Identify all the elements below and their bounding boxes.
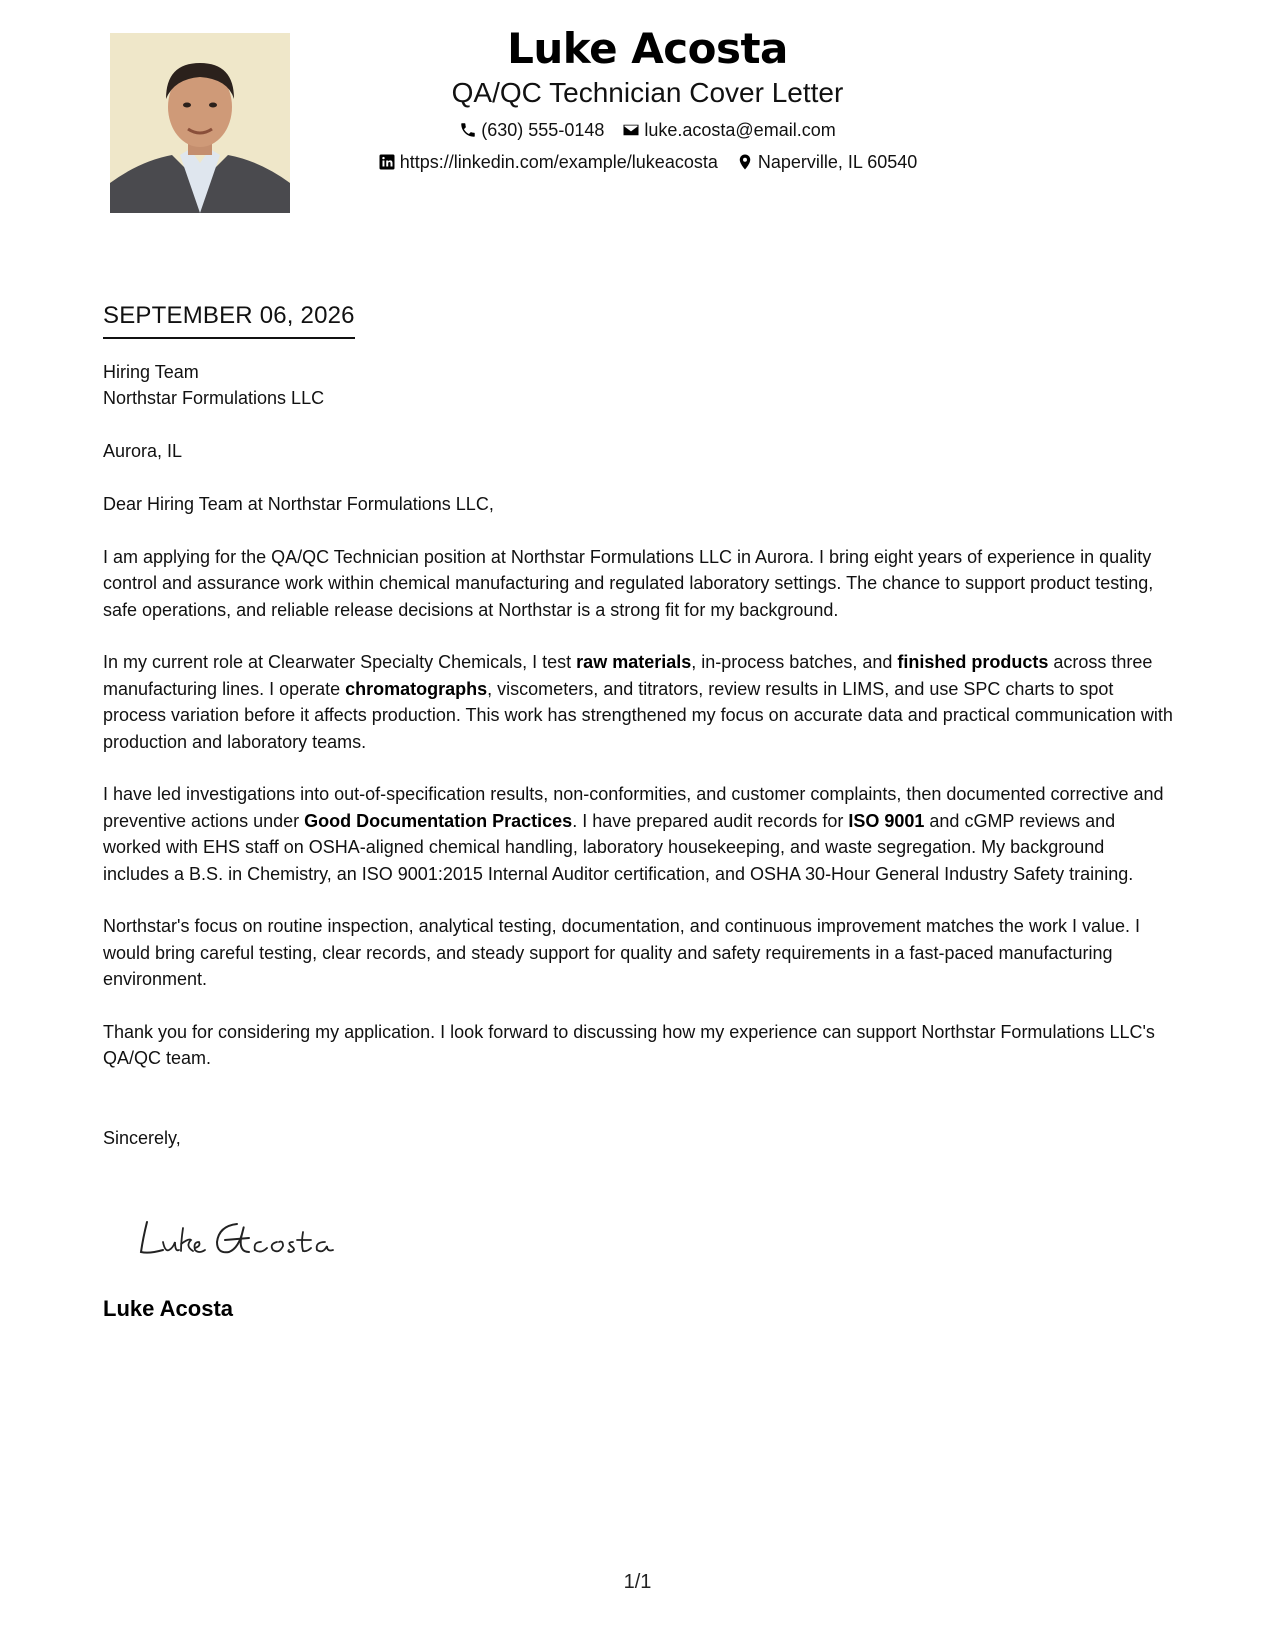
paragraph-2: In my current role at Clearwater Specialty Chemicals, I test raw materials, in-process batches, and finished products across three manufacturing lines. I operate chromatographs, viscometers, and titrators, review results in LIMS, and use SPC charts to spot process variation before it affects production. This work has strengthened my focus on accurate data and practical communication with production and laboratory teams. [103,652,1173,752]
phone-contact[interactable] [459,119,604,141]
linkedin-url: https://linkedin.com/example/lukeacosta [399,152,718,172]
paragraph-4: Northstar's focus on routine inspection, analytical testing, documentation, and continuous improvement matches the work I value. I would bring careful testing, clear records, and steady support for quality and safety requirements in a fast-paced manufacturing environment. [103,916,1140,990]
map-pin-icon [736,153,754,171]
phone-number: (630) 555-0148 [481,120,605,140]
salutation: Dear Hiring Team at Northstar Formulations LLC, [103,494,494,514]
letter-date: SEPTEMBER 06, 2026 [103,300,355,339]
portrait-image [110,33,290,213]
email-address: luke.acosta@email.com [644,120,836,140]
phone-icon [459,121,477,139]
contact-row-2 [320,151,975,173]
location-text: Naperville, IL 60540 [757,152,918,172]
email-contact[interactable] [622,119,835,141]
document-subtitle: QA/QC Technician Cover Letter [451,77,844,108]
recipient-line-1: Hiring Team [103,362,199,382]
applicant-name: Luke Acosta [507,24,788,73]
paragraph-3: I have led investigations into out-of-specification results, non-conformities, and customer complaints, then documented corrective and preventive actions under Good Documentation Practices. I have prepared audit records for ISO 9001 and cGMP reviews and worked with EHS staff on OSHA-aligned chemical handling, laboratory housekeeping, and waste segregation. My background includes a B.S. in Chemistry, an ISO 9001:2015 Internal Auditor certification, and OSHA 30-Hour General Industry Safety training. [103,784,1164,884]
recipient-company: Northstar Formulations LLC [103,388,325,409]
recipient-city: Aurora, IL [103,441,183,462]
paragraph-5: Thank you for considering my application. I look forward to discussing how my experience can support Northstar Formulations LLC's QA/QC team. [103,1022,1155,1069]
letter-body [103,359,1173,1151]
location-contact [736,151,917,173]
linkedin-icon [378,153,396,171]
profile-photo [110,33,290,213]
page-indicator: 1/1 [623,1571,652,1593]
signer-name: Luke Acosta [103,1296,234,1321]
contact-row-1 [320,119,975,141]
closing: Sincerely, [103,1127,181,1148]
handwritten-signature [133,1208,363,1268]
envelope-icon [622,121,640,139]
letter-header [320,22,975,173]
linkedin-contact[interactable] [378,151,718,173]
paragraph-1: I am applying for the QA/QC Technician position at Northstar Formulations LLC in Aurora. I bring eight years of experience in quality control and assurance work within chemical manufacturing and regulated laboratory settings. The chance to support product testing, safe operations, and reliable release decisions at Northstar is a strong fit for my background. [103,546,1154,620]
